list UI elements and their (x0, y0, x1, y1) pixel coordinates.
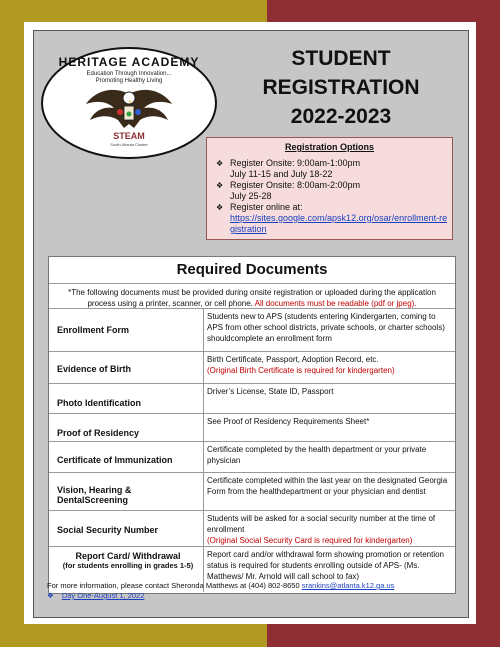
registration-options-heading: Registration Options (284, 142, 374, 152)
registration-option-dates: July 11-15 and July 18-22 (230, 169, 333, 179)
logo-tagline-2: Promoting Healthy Living (95, 78, 163, 84)
eagle-icon (84, 84, 174, 132)
day-one-note (47, 591, 347, 600)
document-description (207, 311, 451, 344)
logo-school-name: HERITAGE ACADEMY (58, 55, 200, 69)
divider (203, 384, 204, 414)
document-description (207, 386, 451, 397)
diamond-bullet-icon: ❖ (47, 591, 54, 600)
description-text: Birth Certificate, Passport, Adoption Record, etc. (207, 355, 379, 364)
registration-option-line: Register Onsite: 9:00am-1:00pm (230, 158, 361, 168)
contact-email-link[interactable]: srankins@atlanta.k12.ga.us (301, 581, 395, 590)
registration-options-box (206, 137, 453, 240)
title-line-3: 2022-2023 (290, 105, 392, 128)
diamond-bullet-icon: ❖ (216, 181, 224, 190)
diamond-bullet-icon: ❖ (216, 159, 224, 168)
divider (203, 309, 204, 352)
document-description (207, 444, 451, 466)
document-label: Vision, Hearing & DentalScreening (57, 485, 132, 505)
divider (203, 511, 204, 547)
description-text: Driver’s License, State ID, Passport (207, 387, 334, 396)
document-label-sub: (for students enrolling in grades 1-5) (62, 561, 194, 570)
registration-option-dates: July 25-28 (230, 191, 272, 201)
registration-option-line: Register Onsite: 8:00am-2:00pm (230, 180, 361, 190)
divider (203, 414, 204, 442)
registration-option-line: Register online at: (230, 202, 303, 212)
required-documents-title: Required Documents (176, 261, 328, 278)
registration-options-list (216, 158, 448, 235)
intro-text: *The following documents must be provided during onsite registration or uploaded during the application process using a printer, scanner, or cell phone. (68, 288, 436, 308)
registration-option (216, 180, 448, 202)
registration-option (216, 158, 448, 180)
registration-option (216, 202, 448, 235)
document-label: Proof of Residency (57, 428, 140, 438)
divider (203, 352, 204, 384)
description-text: Students new to APS (students entering Kindergarten, coming to APS from other school districts, private schools, or charter schools) shouldcomplete an enrollment form (207, 312, 445, 343)
table-row (49, 308, 455, 352)
document-label: Photo Identification (57, 398, 141, 408)
description-text: Certificate completed by the health department or your private physician (207, 445, 427, 465)
logo-location: South Atlanta Cluster (110, 142, 148, 147)
title-line-2: REGISTRATION (262, 76, 420, 99)
table-row (49, 383, 455, 414)
document-description (207, 475, 451, 497)
document-label: Certificate of Immunization (57, 455, 173, 465)
document-label: Evidence of Birth (57, 364, 132, 374)
required-documents-intro (59, 287, 445, 309)
document-description (207, 513, 451, 546)
document-label: Enrollment Form (57, 325, 130, 335)
table-row (49, 413, 455, 442)
document-label: Social Security Number (57, 525, 159, 535)
diamond-bullet-icon: ❖ (216, 203, 224, 212)
intro-warning: All documents must be readable (pdf or jpeg). (254, 299, 417, 308)
table-row (49, 510, 455, 547)
divider (203, 473, 204, 511)
document-description (207, 354, 451, 376)
document-description (207, 549, 451, 582)
description-text: Certificate completed within the last year on the designated Georgia Form from the healthdepartment or your physician and dentist (207, 476, 448, 496)
description-text: See Proof of Residency Requirements Sheet* (207, 417, 370, 426)
online-registration-link[interactable]: https://sites.google.com/apsk12.org/osar/enrollment-registration (230, 213, 448, 234)
description-text: Report card and/or withdrawal form showing promotion or retention status is required for students enrolling outside of APS- (Ms. Matthews/ Mr. Arnold will call school to fax) (207, 550, 445, 581)
logo-tagline-1: Education Through Innovation... (86, 71, 172, 77)
contact-text: For more information, please contact Sheronda Matthews at (404) 802-8650 (47, 581, 300, 590)
required-documents-table (48, 256, 456, 594)
logo-steam: STEAM (113, 131, 145, 141)
document-description (207, 416, 451, 427)
contact-info (47, 581, 467, 590)
document-label-main: Report Card/ Withdrawal (75, 551, 181, 561)
table-row (49, 472, 455, 511)
document-label (53, 551, 203, 570)
title-line-1: STUDENT (291, 47, 391, 70)
divider (203, 442, 204, 473)
description-text: Students will be asked for a social security number at the time of enrollment (207, 514, 436, 534)
school-logo (41, 47, 217, 159)
table-row (49, 351, 455, 384)
description-warning: (Original Birth Certificate is required for kindergarten) (207, 366, 395, 375)
divider (49, 283, 455, 284)
day-one-text: Day One-August 1, 2022 (61, 591, 145, 600)
page-title (246, 44, 436, 131)
table-row (49, 441, 455, 473)
description-warning: (Original Social Security Card is required for kindergarten) (207, 536, 413, 545)
